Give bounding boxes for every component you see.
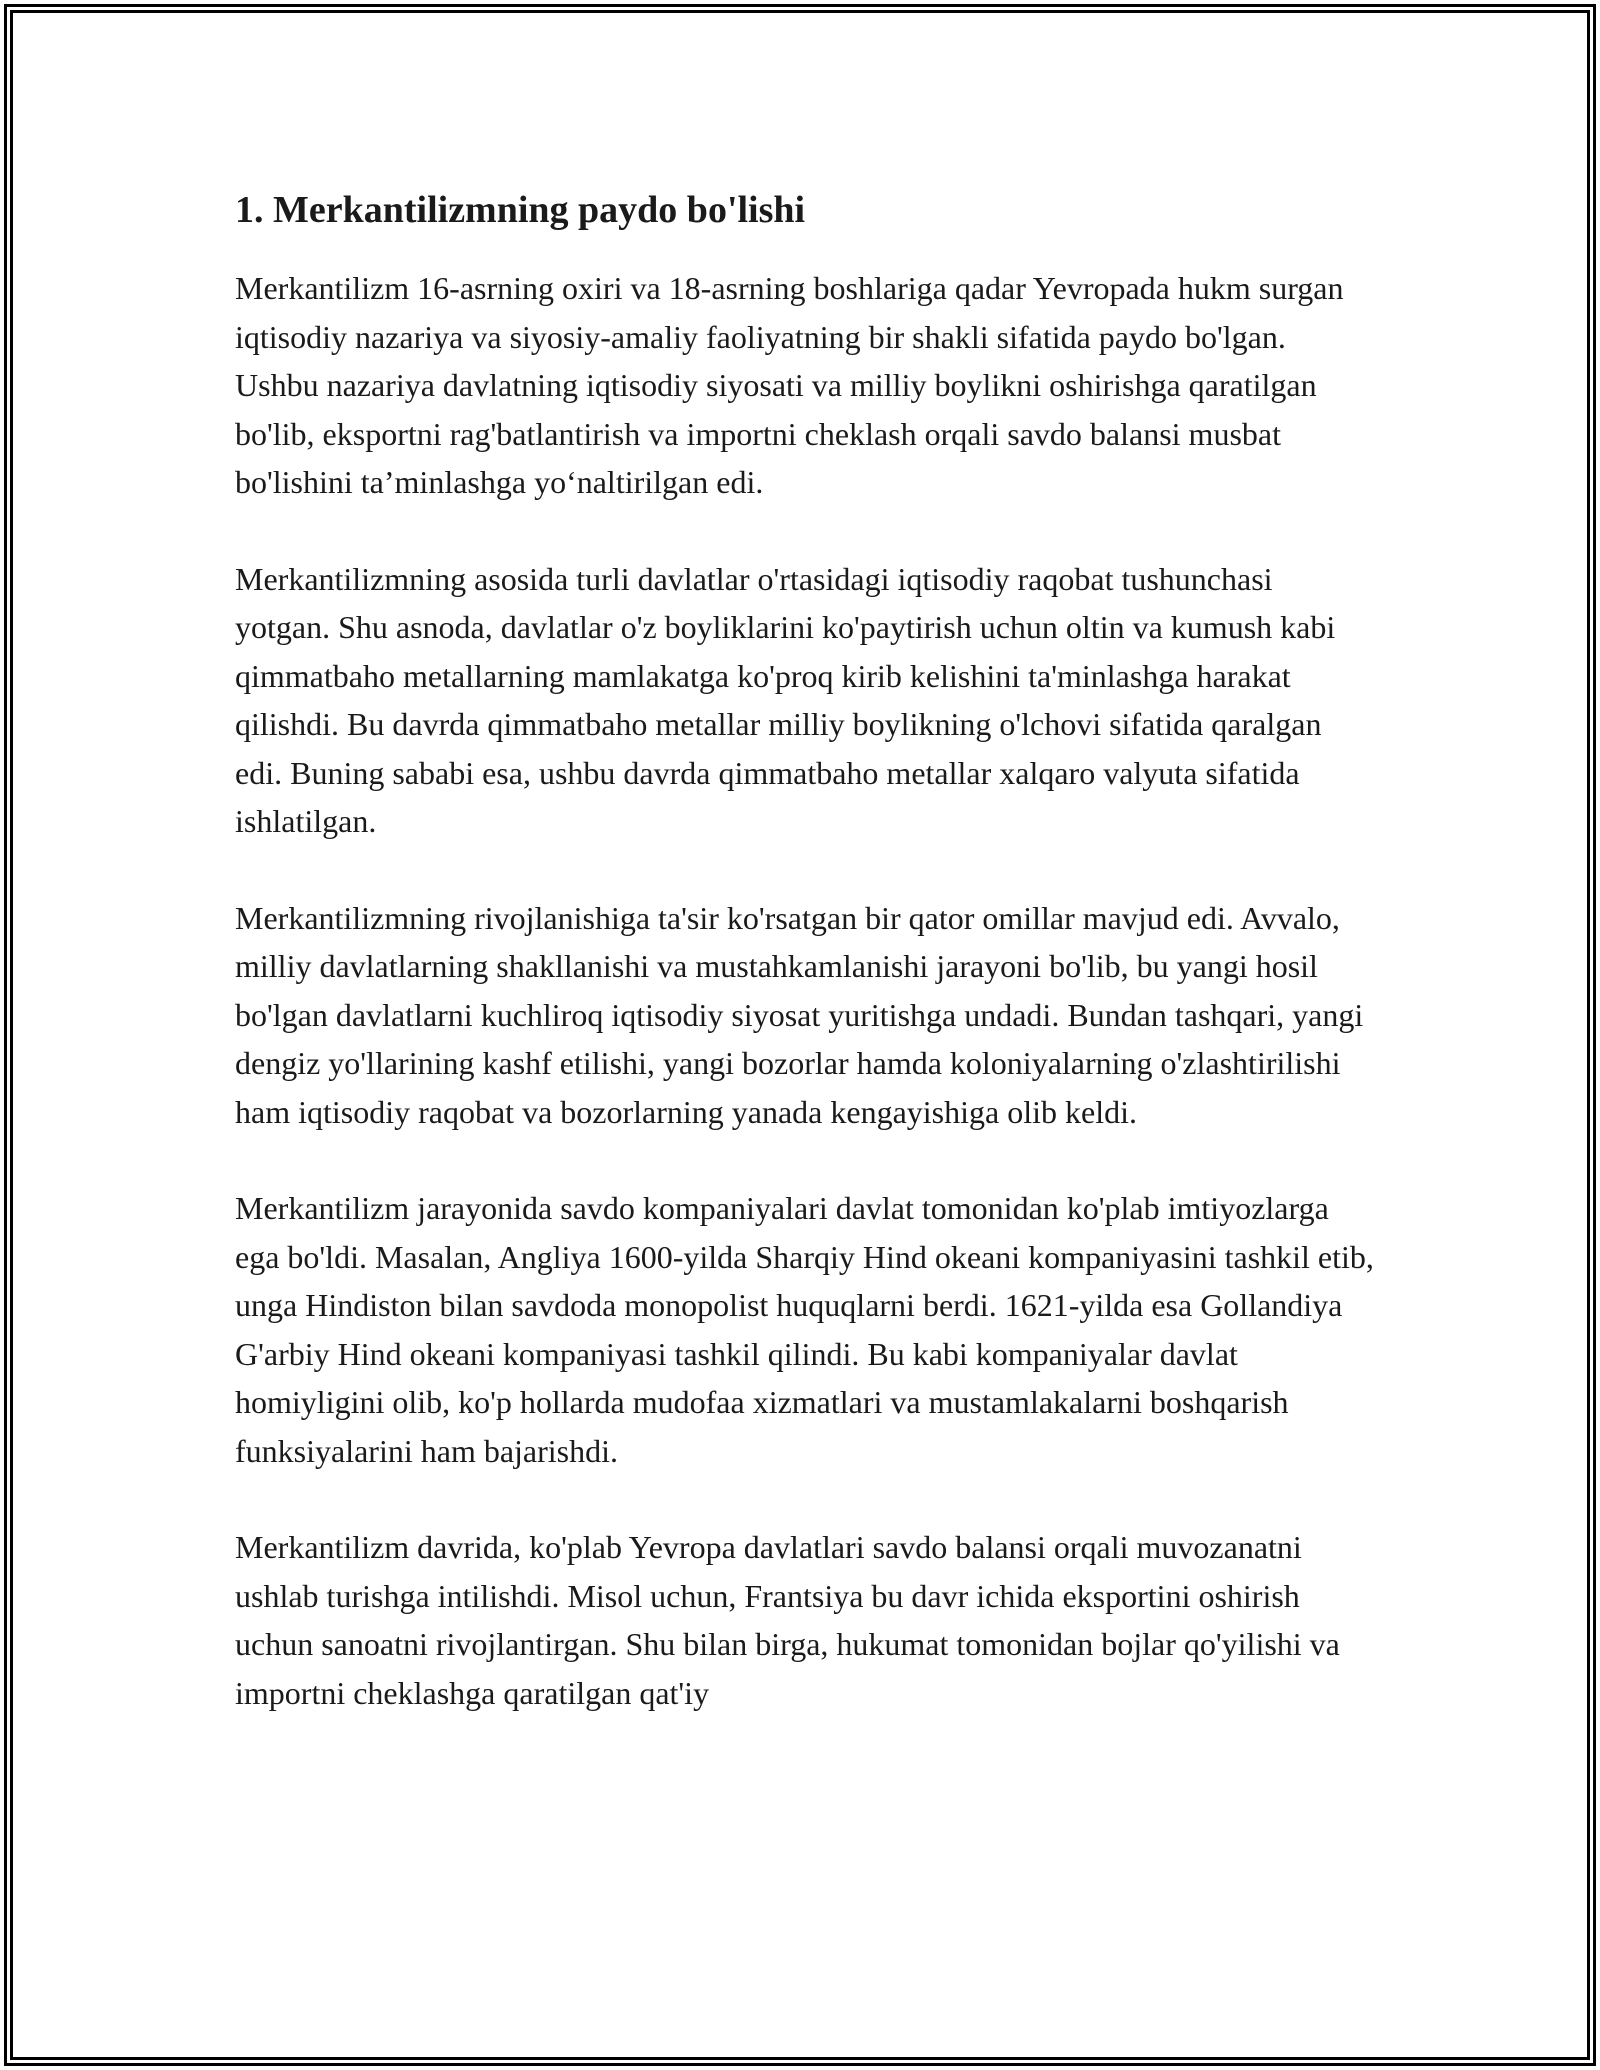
paragraph-3: Merkantilizmning rivojlanishiga ta'sir ko'rsatgan bir qator omillar mavjud edi. Avvalo, milliy davlatlarning shakllanishi va mustahkamlanishi jarayoni bo'lib, bu yangi hosil bo'lgan davlatlarni kuchliroq iqtisodiy siyosat yuritishga undadi. Bundan tashqari, yangi dengiz yo'llarining kashf etilishi, yangi bozorlar hamda koloniyalarning o'zlashtirilishi ham iqtisodiy raqobat va bozorlarning yanada kengayishiga olib keldi. — [235, 899, 1364, 1130]
paragraph-4: Merkantilizm jarayonida savdo kompaniyalari davlat tomonidan ko'plab imtiyozlarga ega bo'ldi. Masalan, Angliya 1600-yilda Sharqiy Hind okeani kompaniyasini tashkil etib, unga Hindiston bilan savdoda monopolist huquqlarni berdi. 1621-yilda esa Gollandiya G'arbiy Hind okeani kompaniyasi tashkil qilindi. Bu kabi kompaniyalar davlat homiyligini olib, ko'p hollarda mudofaa xizmatlari va mustamlakalarni boshqarish funksiyalarini ham bajarishdi. — [235, 1190, 1374, 1469]
paragraph-5: Merkantilizm davrida, ko'plab Yevropa davlatlari savdo balansi orqali muvozanatni ushlab turishga intilishdi. Misol uchun, Frantsiya bu davr ichida eksportini oshirish uchun sanoatni rivojlantirgan. Shu bilan birga, hukumat tomonidan bojlar qo'yilishi va importni cheklashga qaratilgan qat'iy — [235, 1529, 1340, 1711]
paragraph-2: Merkantilizmning asosida turli davlatlar o'rtasidagi iqtisodiy raqobat tushunchasi yotgan. Shu asnoda, davlatlar o'z boyliklarini ko'paytirish uchun oltin va kumush kabi qimmatbaho metallarning mamlakatga ko'proq kirib kelishini ta'minlashga harakat qilishdi. Bu davrda qimmatbaho metallar milliy boylikning o'lchovi sifatida qaralgan edi. Buning sababi esa, ushbu davrda qimmatbaho metallar xalqaro valyuta sifatida ishlatilgan. — [235, 560, 1336, 839]
document-body — [235, 186, 1375, 1717]
section-heading: 1. Merkantilizmning paydo bo'lishi — [235, 189, 806, 231]
paragraph-1: Merkantilizm 16-asrning oxiri va 18-asrning boshlariga qadar Yevropada hukm surgan iqtisodiy nazariya va siyosiy-amaliy faoliyatning bir shakli sifatida paydo bo'lgan. Ushbu nazariya davlatning iqtisodiy siyosati va milliy boylikni oshirishga qaratilgan bo'lib, eksportni rag'batlantirish va importni cheklash orqali savdo balansi musbat bo'lishini ta’minlashga yo‘naltirilgan edi. — [235, 270, 1344, 500]
